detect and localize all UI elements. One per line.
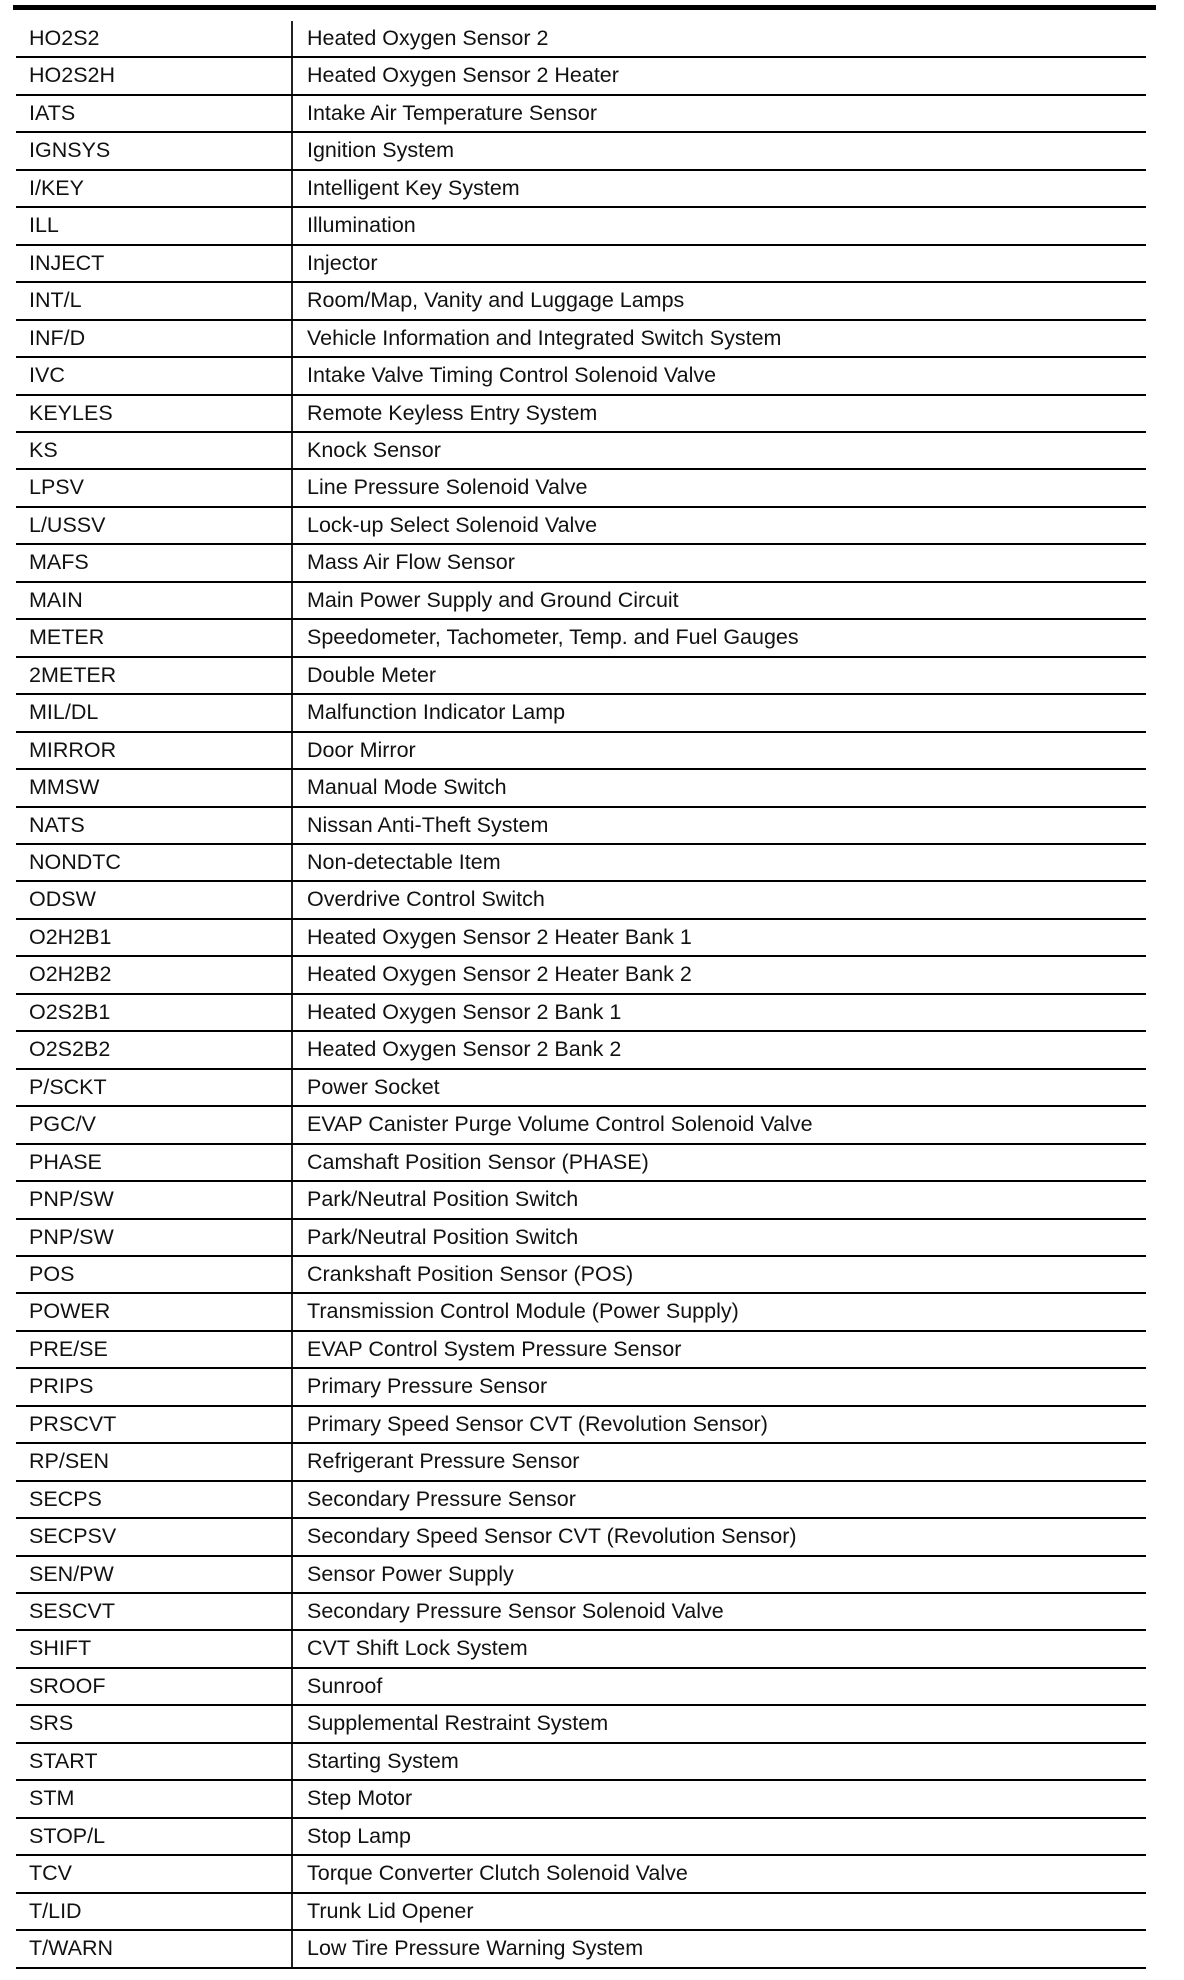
abbreviation-cell: PRE/SE [29, 1336, 108, 1361]
table-row [16, 1594, 1146, 1631]
abbreviation-cell: MIL/DL [29, 700, 99, 725]
description-cell: Room/Map, Vanity and Luggage Lamps [307, 288, 685, 313]
abbreviation-cell: POS [29, 1261, 75, 1286]
abbreviation-cell: RP/SEN [29, 1449, 110, 1474]
table-row [16, 1369, 1146, 1406]
description-cell: Heated Oxygen Sensor 2 Heater [307, 63, 619, 88]
abbreviation-cell: STOP/L [29, 1823, 106, 1848]
abbreviation-cell: SROOF [29, 1673, 106, 1698]
abbreviation-cell: KS [29, 437, 58, 462]
description-cell: Starting System [307, 1748, 459, 1773]
abbreviation-cell: PNP/SW [29, 1187, 114, 1212]
description-cell: Heated Oxygen Sensor 2 [307, 26, 549, 50]
table-row [16, 1931, 1146, 1968]
table-row [16, 58, 1146, 95]
abbreviation-cell: PGC/V [29, 1112, 96, 1137]
abbreviation-cell: IVC [29, 363, 65, 388]
table-row [16, 1182, 1146, 1219]
table-row [16, 1781, 1146, 1818]
abbreviation-cell: P/SCKT [29, 1074, 107, 1099]
description-cell: Refrigerant Pressure Sensor [307, 1449, 580, 1474]
table-row [16, 96, 1146, 133]
abbreviation-cell: O2H2B1 [29, 924, 112, 949]
abbreviation-cell: LPSV [29, 475, 84, 500]
table-row [16, 1482, 1146, 1519]
description-cell: Camshaft Position Sensor (PHASE) [307, 1149, 649, 1174]
description-cell: Lock-up Select Solenoid Valve [307, 512, 598, 537]
abbreviation-cell: HO2S2H [29, 63, 116, 88]
description-cell: CVT Shift Lock System [307, 1636, 528, 1661]
abbreviation-table [16, 21, 1146, 1969]
description-cell: Malfunction Indicator Lamp [307, 700, 566, 725]
abbreviation-cell: SHIFT [29, 1636, 92, 1661]
description-cell: Primary Pressure Sensor [307, 1374, 548, 1399]
description-cell: Torque Converter Clutch Solenoid Valve [307, 1861, 688, 1886]
table-row [16, 1032, 1146, 1069]
description-cell: Knock Sensor [307, 437, 441, 462]
description-cell: Speedometer, Tachometer, Temp. and Fuel Gauges [307, 625, 799, 650]
table-row [16, 396, 1146, 433]
table-row [16, 1519, 1146, 1556]
abbreviation-cell: T/LID [29, 1898, 82, 1923]
top-rule [13, 5, 1156, 10]
description-cell: Intelligent Key System [307, 175, 520, 200]
abbreviation-cell: INJECT [29, 250, 105, 275]
table-row [16, 620, 1146, 657]
abbreviation-cell: INF/D [29, 325, 86, 350]
table-row [16, 695, 1146, 732]
abbreviation-cell: 2METER [29, 662, 117, 687]
abbreviation-cell: SEN/PW [29, 1561, 114, 1586]
abbreviation-cell: SESCVT [29, 1599, 116, 1624]
abbreviation-cell: TCV [29, 1861, 72, 1886]
abbreviation-cell: INT/L [29, 288, 82, 313]
abbreviation-cell: STM [29, 1786, 75, 1811]
table-row [16, 1706, 1146, 1743]
table-row [16, 1107, 1146, 1144]
table-row [16, 358, 1146, 395]
description-cell: Park/Neutral Position Switch [307, 1224, 579, 1249]
abbreviation-cell: MAFS [29, 550, 89, 575]
table-row [16, 246, 1146, 283]
table-row [16, 808, 1146, 845]
description-cell: Stop Lamp [307, 1823, 411, 1848]
table-row [16, 733, 1146, 770]
table-row [16, 508, 1146, 545]
description-cell: Power Socket [307, 1074, 440, 1099]
table-row [16, 1894, 1146, 1931]
table-row [16, 1294, 1146, 1331]
table-row [16, 1856, 1146, 1893]
abbreviation-cell: L/USSV [29, 512, 106, 537]
description-cell: Trunk Lid Opener [307, 1898, 474, 1923]
description-cell: Primary Speed Sensor CVT (Revolution Sensor) [307, 1411, 768, 1436]
description-cell: EVAP Canister Purge Volume Control Solenoid Valve [307, 1112, 813, 1137]
description-cell: Nissan Anti-Theft System [307, 812, 549, 837]
abbreviation-cell: HO2S2 [29, 26, 100, 50]
table-row [16, 208, 1146, 245]
abbreviation-cell: KEYLES [29, 400, 113, 425]
table-row [16, 1407, 1146, 1444]
description-cell: Overdrive Control Switch [307, 887, 545, 912]
description-cell: Main Power Supply and Ground Circuit [307, 587, 679, 612]
abbreviation-cell: O2S2B1 [29, 999, 111, 1024]
description-cell: Low Tire Pressure Warning System [307, 1936, 644, 1961]
description-cell: Ignition System [307, 138, 454, 163]
table-row [16, 995, 1146, 1032]
table-row [16, 1669, 1146, 1706]
description-cell: Line Pressure Solenoid Valve [307, 475, 588, 500]
abbreviation-cell: MMSW [29, 775, 100, 800]
abbreviation-cell: ILL [29, 213, 59, 238]
description-cell: Manual Mode Switch [307, 775, 507, 800]
abbreviation-cell: METER [29, 625, 105, 650]
description-cell: Intake Air Temperature Sensor [307, 100, 598, 125]
abbreviation-cell: PNP/SW [29, 1224, 114, 1249]
abbreviation-cell: NATS [29, 812, 85, 837]
abbreviation-cell: ODSW [29, 887, 96, 912]
description-cell: Secondary Pressure Sensor [307, 1486, 576, 1511]
table-row [16, 658, 1146, 695]
description-cell: Illumination [307, 213, 416, 238]
description-cell: Secondary Speed Sensor CVT (Revolution Sensor) [307, 1524, 797, 1549]
description-cell: Heated Oxygen Sensor 2 Bank 2 [307, 1037, 622, 1062]
abbreviation-cell: START [29, 1748, 98, 1773]
description-cell: Supplemental Restraint System [307, 1711, 609, 1736]
description-cell: Heated Oxygen Sensor 2 Heater Bank 2 [307, 962, 692, 987]
abbreviation-cell: MAIN [29, 587, 83, 612]
description-cell: Crankshaft Position Sensor (POS) [307, 1261, 634, 1286]
description-cell: Non-detectable Item [307, 849, 501, 874]
description-cell: Mass Air Flow Sensor [307, 550, 515, 575]
description-cell: Double Meter [307, 662, 437, 687]
abbreviation-cell: I/KEY [29, 175, 84, 200]
table-row [16, 1557, 1146, 1594]
abbreviation-cell: SECPSV [29, 1524, 117, 1549]
abbreviation-cell: PRIPS [29, 1374, 94, 1399]
table-row [16, 1744, 1146, 1781]
table-row [16, 1631, 1146, 1668]
description-cell: Transmission Control Module (Power Supply) [307, 1299, 739, 1324]
table-row [16, 1145, 1146, 1182]
table-row [16, 433, 1146, 470]
description-cell: Park/Neutral Position Switch [307, 1187, 579, 1212]
table-row [16, 1220, 1146, 1257]
table-row [16, 545, 1146, 582]
description-cell: Remote Keyless Entry System [307, 400, 598, 425]
table-row [16, 1257, 1146, 1294]
abbreviation-cell: POWER [29, 1299, 111, 1324]
table-row [16, 1444, 1146, 1481]
abbreviation-cell: O2H2B2 [29, 962, 112, 987]
abbreviation-cell: SRS [29, 1711, 74, 1736]
table-row [16, 957, 1146, 994]
abbreviation-cell: T/WARN [29, 1936, 113, 1961]
table-row [16, 470, 1146, 507]
table-row [16, 283, 1146, 320]
description-cell: Heated Oxygen Sensor 2 Heater Bank 1 [307, 924, 692, 949]
abbreviation-cell: IGNSYS [29, 138, 111, 163]
description-cell: Injector [307, 250, 378, 275]
table-row [16, 845, 1146, 882]
description-cell: Sunroof [307, 1673, 383, 1698]
table-row [16, 882, 1146, 919]
abbreviation-cell: MIRROR [29, 737, 117, 762]
description-cell: Heated Oxygen Sensor 2 Bank 1 [307, 999, 622, 1024]
abbreviation-cell: O2S2B2 [29, 1037, 111, 1062]
table-row [16, 1332, 1146, 1369]
description-cell: Secondary Pressure Sensor Solenoid Valve [307, 1599, 724, 1624]
description-cell: EVAP Control System Pressure Sensor [307, 1336, 682, 1361]
table-row [16, 133, 1146, 170]
description-cell: Intake Valve Timing Control Solenoid Valve [307, 363, 717, 388]
description-cell: Vehicle Information and Integrated Switch System [307, 325, 782, 350]
table-row [16, 583, 1146, 620]
description-cell: Sensor Power Supply [307, 1561, 514, 1586]
abbreviation-cell: NONDTC [29, 849, 121, 874]
table-row [16, 1070, 1146, 1107]
description-cell: Door Mirror [307, 737, 416, 762]
abbreviation-cell: IATS [29, 100, 76, 125]
abbreviation-cell: PRSCVT [29, 1411, 117, 1436]
table-row [16, 920, 1146, 957]
abbreviation-cell: SECPS [29, 1486, 102, 1511]
description-cell: Step Motor [307, 1786, 413, 1811]
table-row [16, 171, 1146, 208]
abbreviation-cell: PHASE [29, 1149, 102, 1174]
table-row [16, 321, 1146, 358]
table-row [16, 21, 1146, 58]
table-row [16, 770, 1146, 807]
table-row [16, 1819, 1146, 1856]
